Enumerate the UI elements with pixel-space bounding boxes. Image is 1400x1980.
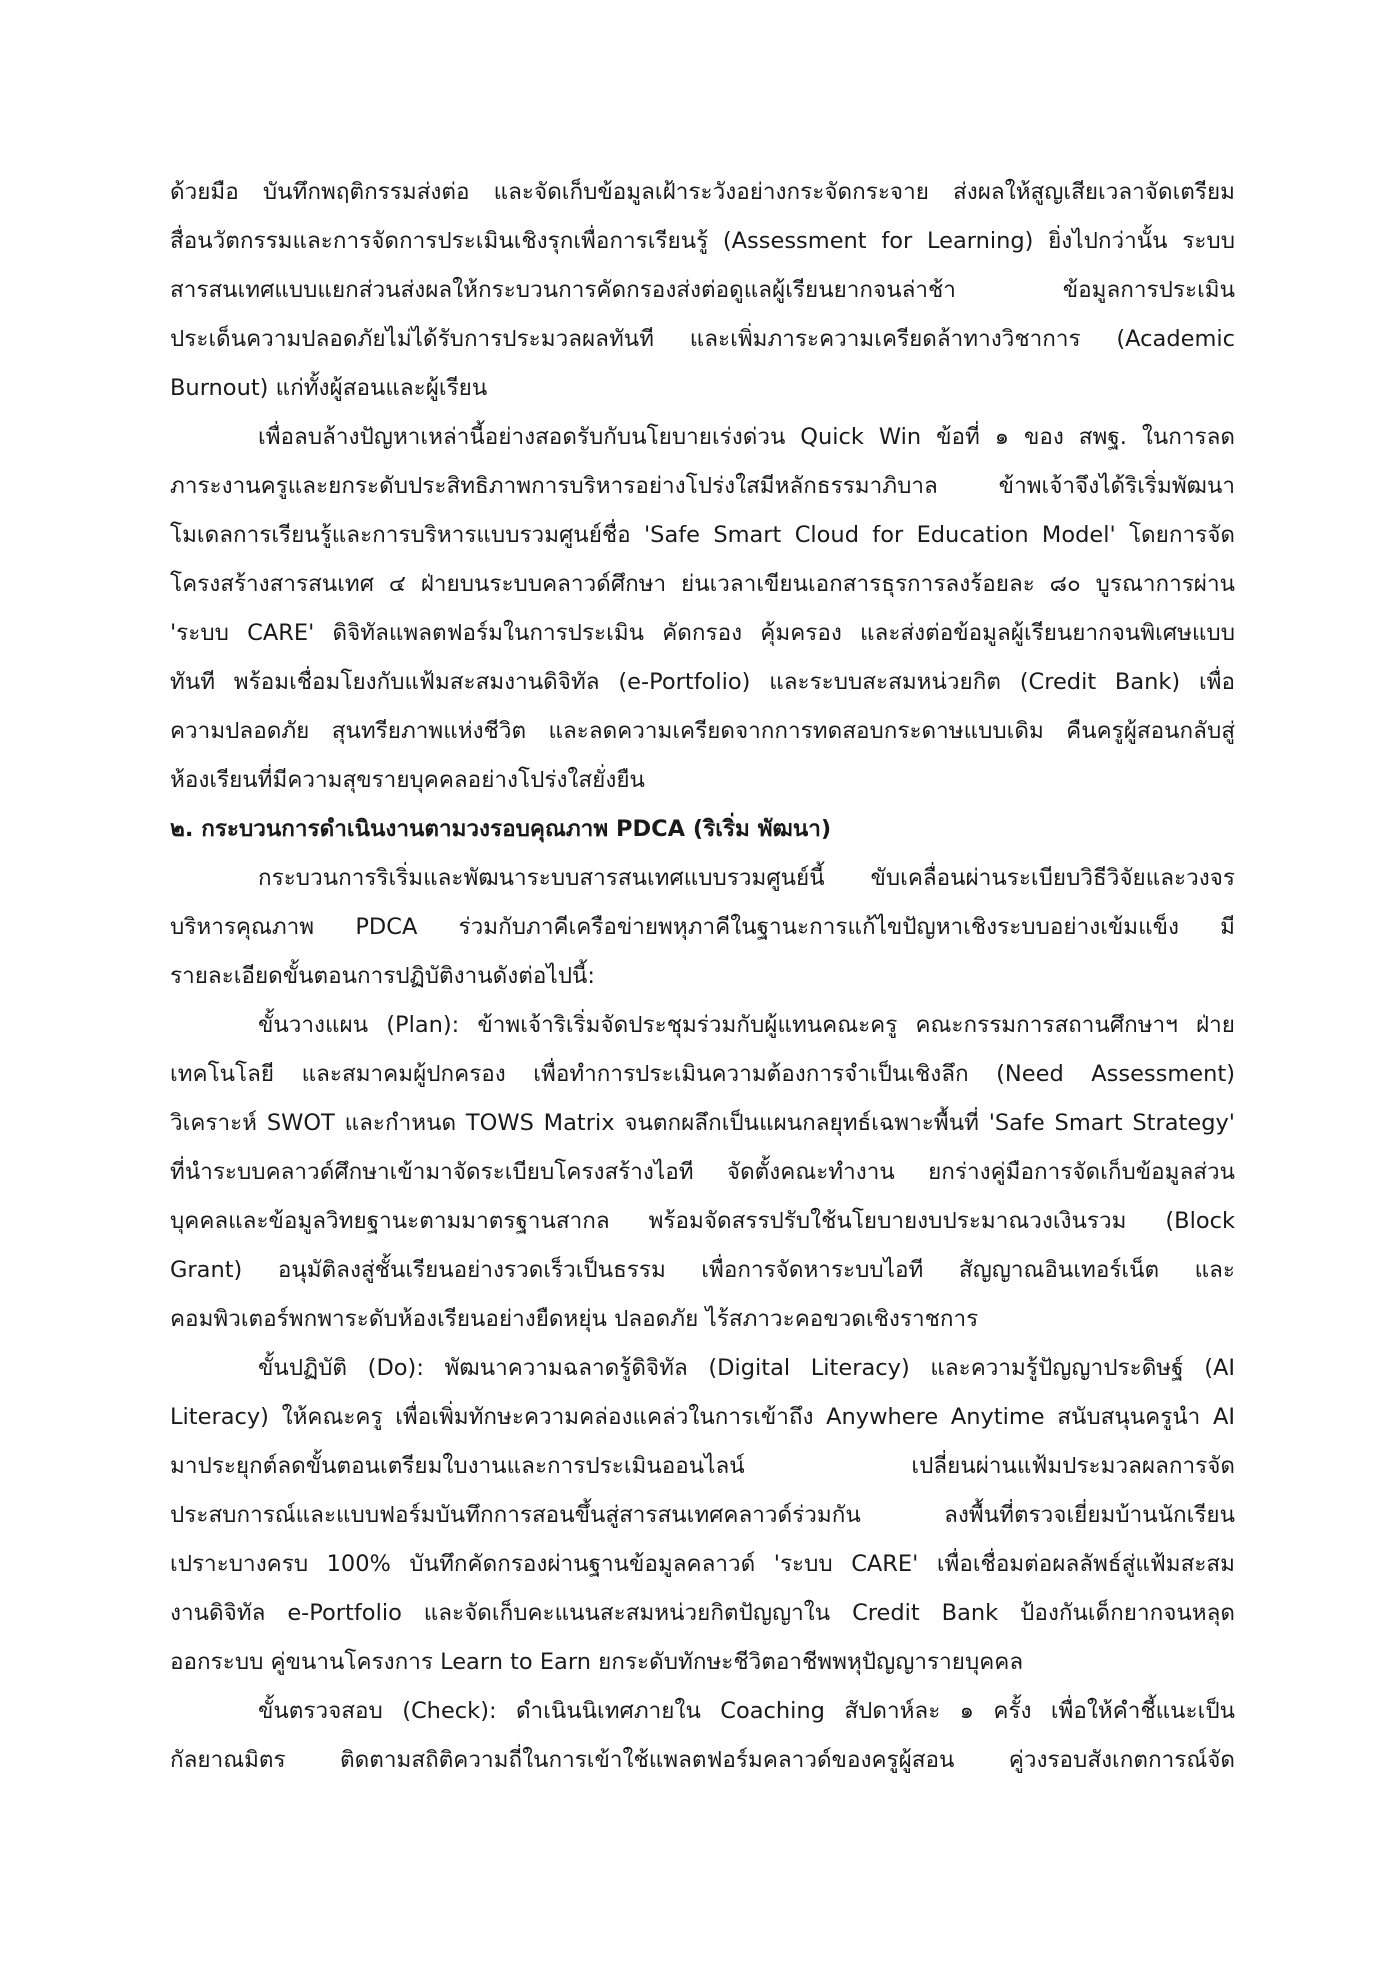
text-line: ห้องเรียนที่มีความสุขรายบุคคลอย่างโปร่งใสยั่งยืน (170, 767, 645, 793)
text-line: ออกระบบ คู่ขนานโครงการ Learn to Earn ยกระดับทักษะชีวิตอาชีพพหุปัญญารายบุคคล (170, 1649, 1024, 1675)
text-line: เทคโนโลยี และสมาคมผู้ปกครอง เพื่อทำการประเมินความต้องการจำเป็นเชิงลึก (Need Assessment) (170, 1061, 1235, 1087)
text-line: ที่นำระบบคลาวด์ศึกษาเข้ามาจัดระเบียบโครงสร้างไอที จัดตั้งคณะทำงาน ยกร่างคู่มือการจัดเก็บข้อมูลส่วน (170, 1159, 1235, 1185)
text-line: ด้วยมือ บันทึกพฤติกรรมส่งต่อ และจัดเก็บข้อมูลเฝ้าระวังอย่างกระจัดกระจาย ส่งผลให้สูญเสียเวลาจัดเตรียม (170, 179, 1235, 205)
text-line: เพื่อลบล้างปัญหาเหล่านี้อย่างสอดรับกับนโยบายเร่งด่วน Quick Win ข้อที่ ๑ ของ สพฐ. ในการลด (258, 424, 1235, 450)
text-line: สารสนเทศแบบแยกส่วนส่งผลให้กระบวนการคัดกรองส่งต่อดูแลผู้เรียนยากจนล่าช้า ข้อมูลการประเมิน (170, 277, 1235, 303)
document-page (170, 168, 1235, 1785)
paragraph-problem-continuation (170, 168, 1235, 413)
text-line: ภาระงานครูและยกระดับประสิทธิภาพการบริหารอย่างโปร่งใสมีหลักธรรมาภิบาล ข้าพเจ้าจึงได้ริเริ่มพัฒนา (170, 473, 1235, 499)
section-heading: ๒. กระบวนการดำเนินงานตามวงรอบคุณภาพ PDCA (ริเริ่ม พัฒนา) (170, 816, 832, 842)
text-line: ประสบการณ์และแบบฟอร์มบันทึกการสอนขึ้นสู่สารสนเทศคลาวด์ร่วมกัน ลงพื้นที่ตรวจเยี่ยมบ้านนักเรียน (170, 1502, 1235, 1528)
text-line: เปราะบางครบ 100% บันทึกคัดกรองผ่านฐานข้อมูลคลาวด์ 'ระบบ CARE' เพื่อเชื่อมต่อผลลัพธ์สู่แฟ้มสะสม (170, 1551, 1235, 1577)
paragraph-plan (170, 1001, 1235, 1344)
text-line: 'ระบบ CARE' ดิจิทัลแพลตฟอร์มในการประเมิน คัดกรอง คุ้มครอง และส่งต่อข้อมูลผู้เรียนยากจนพิเศษแบบ (170, 620, 1235, 646)
text-line: กัลยาณมิตร ติดตามสถิติความถี่ในการเข้าใช้แพลตฟอร์มคลาวด์ของครูผู้สอน คู่วงรอบสังเกตการณ์จัด (170, 1747, 1235, 1773)
text-line: ทันที พร้อมเชื่อมโยงกับแฟ้มสะสมงานดิจิทัล (e-Portfolio) และระบบสะสมหน่วยกิต (Credit Bank) เพื่อ (170, 669, 1235, 695)
text-line: ขั้นวางแผน (Plan): ข้าพเจ้าริเริ่มจัดประชุมร่วมกับผู้แทนคณะครู คณะกรรมการสถานศึกษาฯ ฝ่าย (258, 1012, 1235, 1038)
text-line: คอมพิวเตอร์พกพาระดับห้องเรียนอย่างยืดหยุ่น ปลอดภัย ไร้สภาวะคอขวดเชิงราชการ (170, 1306, 979, 1332)
text-line: บุคคลและข้อมูลวิทยฐานะตามมาตรฐานสากล พร้อมจัดสรรปรับใช้นโยบายงบประมาณวงเงินรวม (Block (170, 1208, 1235, 1234)
text-line: งานดิจิทัล e-Portfolio และจัดเก็บคะแนนสะสมหน่วยกิตปัญญาใน Credit Bank ป้องกันเด็กยากจนหลุด (170, 1600, 1235, 1626)
text-line: ประเด็นความปลอดภัยไม่ได้รับการประมวลผลทันที และเพิ่มภาระความเครียดล้าทางวิชาการ (Academic (170, 326, 1235, 352)
paragraph-do (170, 1344, 1235, 1687)
paragraph-solution (170, 413, 1235, 805)
text-line: ความปลอดภัย สุนทรียภาพแห่งชีวิต และลดความเครียดจากการทดสอบกระดาษแบบเดิม คืนครูผู้สอนกลับสู่ (170, 718, 1235, 744)
text-line: โครงสร้างสารสนเทศ ๔ ฝ่ายบนระบบคลาวด์ศึกษา ย่นเวลาเขียนเอกสารธุรการลงร้อยละ ๘๐ บูรณาการผ่าน (170, 571, 1235, 597)
paragraph-check (170, 1687, 1235, 1785)
text-line: สื่อนวัตกรรมและการจัดการประเมินเชิงรุกเพื่อการเรียนรู้ (Assessment for Learning) ยิ่งไปกว่านั้น ระบบ (170, 228, 1235, 254)
text-line: Grant) อนุมัติลงสู่ชั้นเรียนอย่างรวดเร็วเป็นธรรม เพื่อการจัดหาระบบไอที สัญญาณอินเทอร์เน็ต และ (170, 1257, 1235, 1283)
text-line: วิเคราะห์ SWOT และกำหนด TOWS Matrix จนตกผลึกเป็นแผนกลยุทธ์เฉพาะพื้นที่ 'Safe Smart Strategy' (170, 1110, 1235, 1136)
text-line: ขั้นตรวจสอบ (Check): ดำเนินนิเทศภายใน Coaching สัปดาห์ละ ๑ ครั้ง เพื่อให้คำชี้แนะเป็น (258, 1698, 1235, 1724)
text-line: โมเดลการเรียนรู้และการบริหารแบบรวมศูนย์ชื่อ 'Safe Smart Cloud for Education Model' โดยการจัด (170, 522, 1235, 548)
paragraph-process-intro (170, 854, 1235, 1001)
text-line: กระบวนการริเริ่มและพัฒนาระบบสารสนเทศแบบรวมศูนย์นี้ ขับเคลื่อนผ่านระเบียบวิธีวิจัยและวงจร (258, 865, 1235, 891)
text-line: Literacy) ให้คณะครู เพื่อเพิ่มทักษะความคล่องแคล่วในการเข้าถึง Anywhere Anytime สนับสนุนครูนำ AI (170, 1404, 1235, 1430)
text-line: บริหารคุณภาพ PDCA ร่วมกับภาคีเครือข่ายพหุภาคีในฐานะการแก้ไขปัญหาเชิงระบบอย่างเข้มแข็ง มี (170, 914, 1235, 940)
text-line: มาประยุกต์ลดขั้นตอนเตรียมใบงานและการประเมินออนไลน์ เปลี่ยนผ่านแฟ้มประมวลผลการจัด (170, 1453, 1235, 1479)
text-line: รายละเอียดขั้นตอนการปฏิบัติงานดังต่อไปนี้: (170, 963, 595, 989)
text-line: ขั้นปฏิบัติ (Do): พัฒนาความฉลาดรู้ดิจิทัล (Digital Literacy) และความรู้ปัญญาประดิษฐ์ (AI (258, 1355, 1235, 1381)
text-line: Burnout) แก่ทั้งผู้สอนและผู้เรียน (170, 375, 488, 401)
